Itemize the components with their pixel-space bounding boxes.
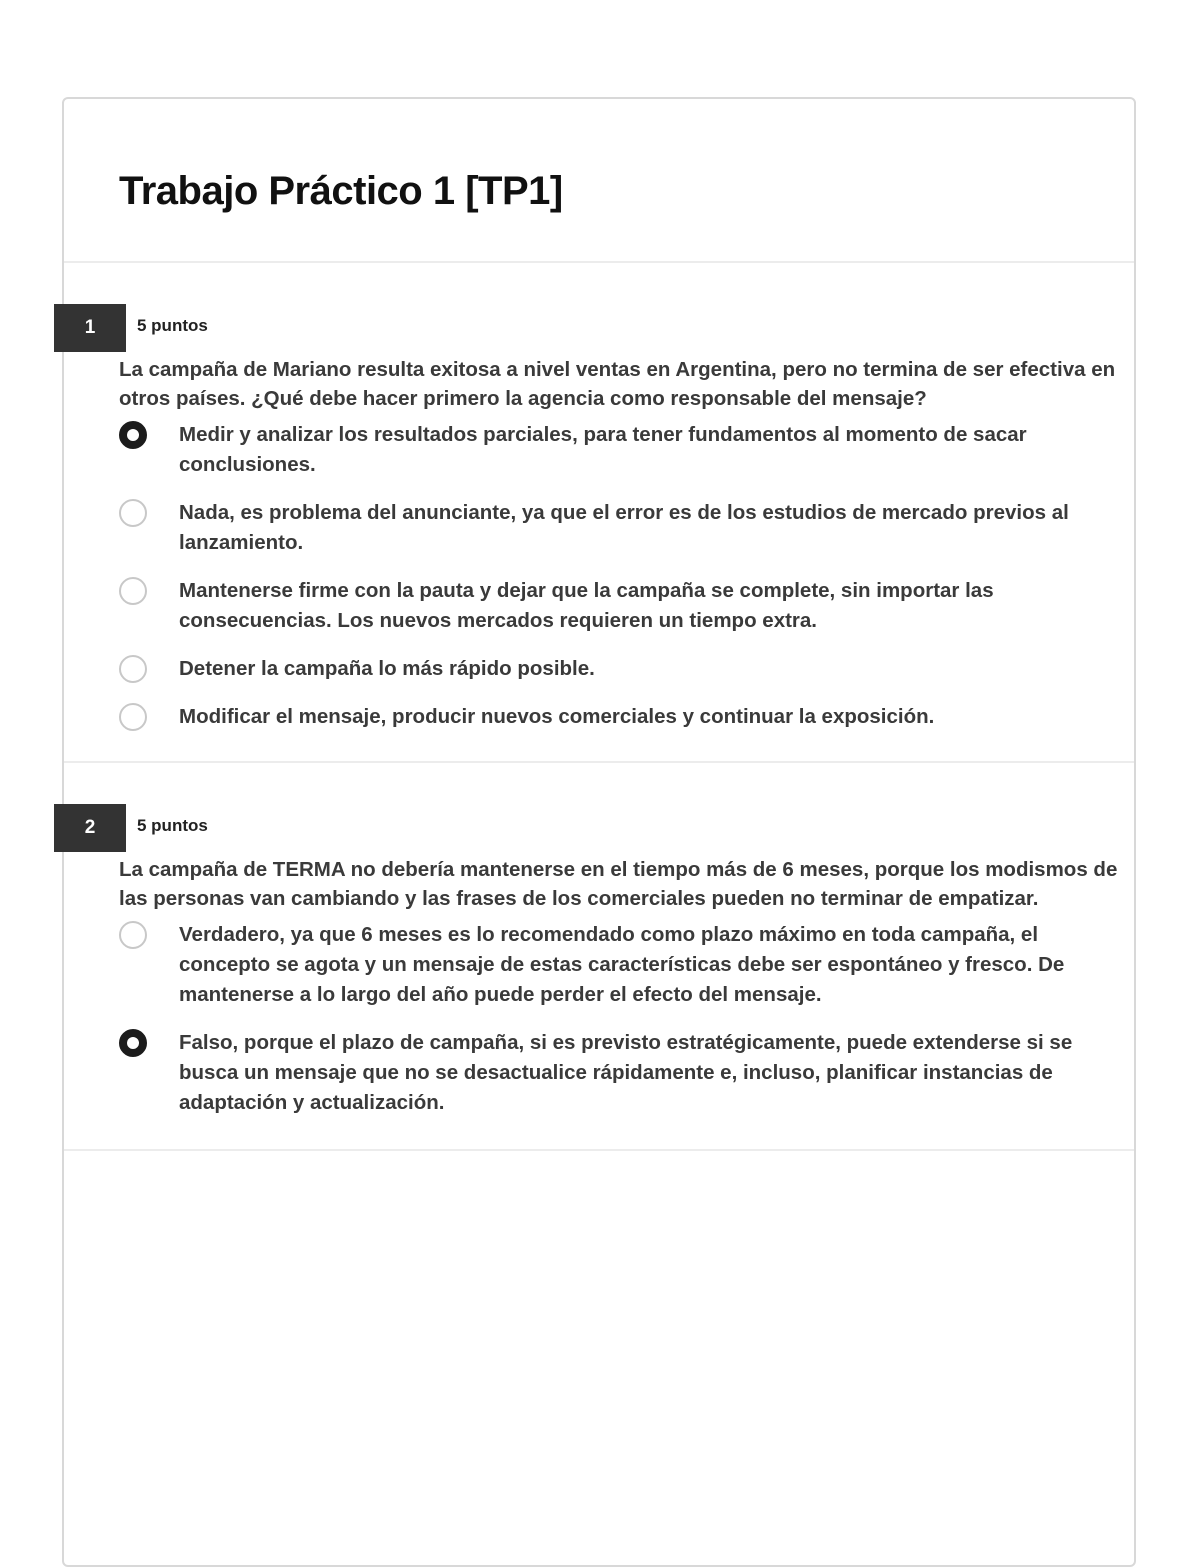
quiz-header bbox=[64, 99, 1134, 263]
question-1 bbox=[64, 263, 1134, 763]
question-number: 2 bbox=[54, 804, 126, 852]
answer-label[interactable]: Medir y analizar los resultados parciales, para tener fundamentos al momento de sacar conclusiones. bbox=[179, 423, 1027, 476]
answer-label[interactable]: Detener la campaña lo más rápido posible. bbox=[179, 657, 595, 680]
answer-option[interactable] bbox=[119, 1028, 1119, 1118]
answer-option[interactable] bbox=[119, 654, 1119, 684]
question-points: 5 puntos bbox=[137, 316, 208, 335]
question-text: La campaña de Mariano resulta exitosa a nivel ventas en Argentina, pero no termina de ser efectiva en otros países. ¿Qué debe hacer primero la agencia como responsable del mensaje? bbox=[119, 358, 1116, 410]
answer-option[interactable] bbox=[119, 702, 1119, 732]
radio-button[interactable] bbox=[119, 421, 147, 449]
answer-label[interactable]: Modificar el mensaje, producir nuevos comerciales y continuar la exposición. bbox=[179, 705, 935, 728]
answer-options bbox=[119, 420, 1119, 750]
question-points: 5 puntos bbox=[137, 816, 208, 835]
answer-option[interactable] bbox=[119, 576, 1119, 636]
answer-label[interactable]: Falso, porque el plazo de campaña, si es previsto estratégicamente, puede extenderse si se busca un mensaje que no se desactualice rápidamente e, incluso, planificar instancias de adaptación y actualización. bbox=[179, 1031, 1073, 1114]
radio-button[interactable] bbox=[119, 499, 147, 527]
radio-button[interactable] bbox=[119, 577, 147, 605]
answer-label[interactable]: Verdadero, ya que 6 meses es lo recomendado como plazo máximo en toda campaña, el concepto se agota y un mensaje de estas características debe ser espontáneo y fresco. De mantenerse a lo largo del año puede perder el efecto del mensaje. bbox=[179, 923, 1065, 1006]
quiz-card bbox=[62, 97, 1136, 1567]
answer-option[interactable] bbox=[119, 420, 1119, 480]
page-title: Trabajo Práctico 1 [TP1] bbox=[119, 169, 563, 213]
question-number: 1 bbox=[54, 304, 126, 352]
radio-button[interactable] bbox=[119, 655, 147, 683]
radio-button[interactable] bbox=[119, 921, 147, 949]
answer-option[interactable] bbox=[119, 498, 1119, 558]
answer-label[interactable]: Mantenerse firme con la pauta y dejar que la campaña se complete, sin importar las consecuencias. Los nuevos mercados requieren un tiempo extra. bbox=[179, 579, 994, 632]
answer-label[interactable]: Nada, es problema del anunciante, ya que el error es de los estudios de mercado previos al lanzamiento. bbox=[179, 501, 1069, 554]
radio-button[interactable] bbox=[119, 1029, 147, 1057]
question-text: La campaña de TERMA no debería mantenerse en el tiempo más de 6 meses, porque los modismos de las personas van cambiando y las frases de los comerciales pueden no terminar de empatizar. bbox=[119, 858, 1118, 910]
question-2 bbox=[64, 763, 1134, 1151]
answer-option[interactable] bbox=[119, 920, 1119, 1010]
answer-options bbox=[119, 920, 1119, 1136]
radio-button[interactable] bbox=[119, 703, 147, 731]
